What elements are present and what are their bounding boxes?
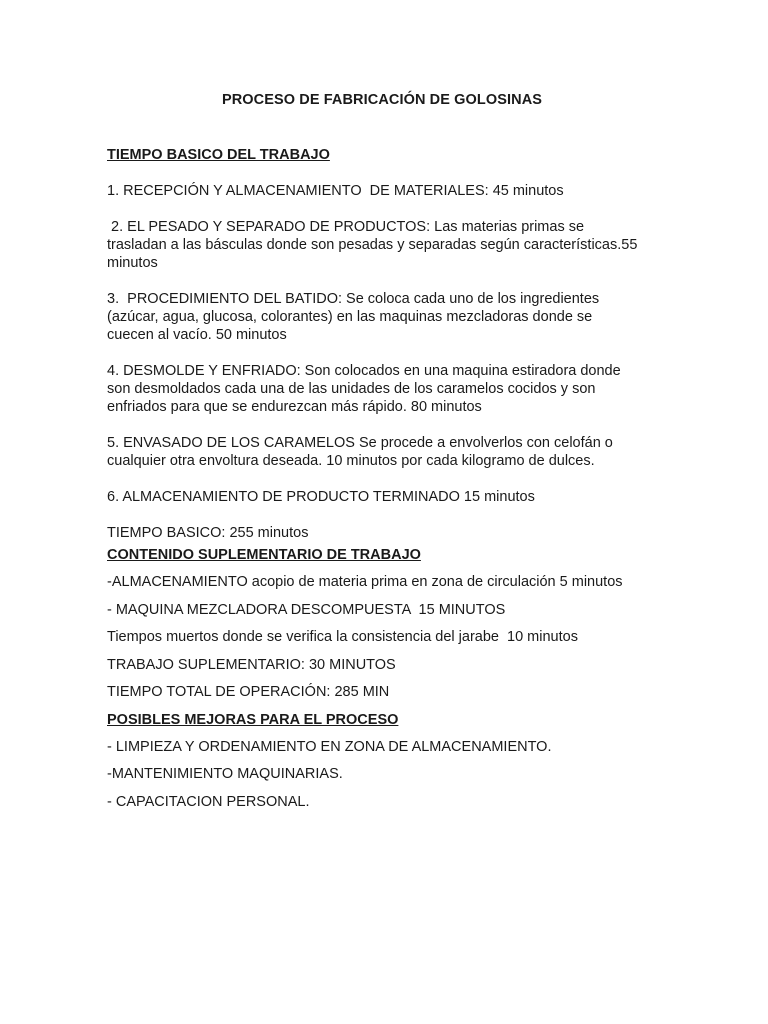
- mejoras-list: [107, 738, 667, 811]
- tiempo-total-operacion: TIEMPO TOTAL DE OPERACIÓN: 285 MIN: [107, 684, 390, 700]
- suplementario-list: [107, 573, 667, 701]
- section-heading-tiempo-basico: TIEMPO BASICO DEL TRABAJO: [107, 147, 330, 163]
- step-2: 2. EL PESADO Y SEPARADO DE PRODUCTOS: Las materias primas se trasladan a las básculas donde son pesadas y separadas según características.55 minutos: [107, 219, 638, 271]
- trabajo-suplementario-total: TRABAJO SUPLEMENTARIO: 30 MINUTOS: [107, 656, 396, 673]
- tiempo-basico-total: TIEMPO BASICO: 255 minutos: [107, 525, 309, 541]
- mejora-item: -MANTENIMIENTO MAQUINARIAS.: [107, 766, 343, 782]
- document-title: PROCESO DE FABRICACIÓN DE GOLOSINAS: [221, 92, 543, 108]
- step-4: 4. DESMOLDE Y ENFRIADO: Son colocados en una maquina estiradora donde son desmoldados cada una de las unidades de los caramelos cocidos y son enfriados para que se endurezcan más rápido. 80 minutos: [107, 363, 621, 415]
- suplementario-item: -ALMACENAMIENTO acopio de materia prima en zona de circulación 5 minutos: [107, 574, 623, 590]
- section-heading-contenido-suplementario: CONTENIDO SUPLEMENTARIO DE TRABAJO: [107, 547, 421, 563]
- mejora-item: - CAPACITACION PERSONAL.: [107, 793, 310, 810]
- suplementario-item: - MAQUINA MEZCLADORA DESCOMPUESTA 15 MINUTOS: [107, 601, 506, 618]
- step-6: 6. ALMACENAMIENTO DE PRODUCTO TERMINADO 15 minutos: [107, 489, 535, 505]
- document-body: [107, 146, 667, 820]
- step-1: 1. RECEPCIÓN Y ALMACENAMIENTO DE MATERIALES: 45 minutos: [107, 183, 564, 199]
- mejora-item: - LIMPIEZA Y ORDENAMIENTO EN ZONA DE ALMACENAMIENTO.: [107, 738, 552, 755]
- step-3: 3. PROCEDIMIENTO DEL BATIDO: Se coloca cada uno de los ingredientes (azúcar, agua, glucosa, colorantes) en las maquinas mezcladoras donde se cuecen al vacío. 50 minutos: [107, 291, 600, 343]
- step-5: 5. ENVASADO DE LOS CARAMELOS Se procede a envolverlos con celofán o cualquier otra envoltura deseada. 10 minutos por cada kilogramo de dulces.: [107, 435, 613, 469]
- section-heading-posibles-mejoras: POSIBLES MEJORAS PARA EL PROCESO: [107, 711, 399, 728]
- suplementario-item: Tiempos muertos donde se verifica la consistencia del jarabe 10 minutos: [107, 629, 578, 645]
